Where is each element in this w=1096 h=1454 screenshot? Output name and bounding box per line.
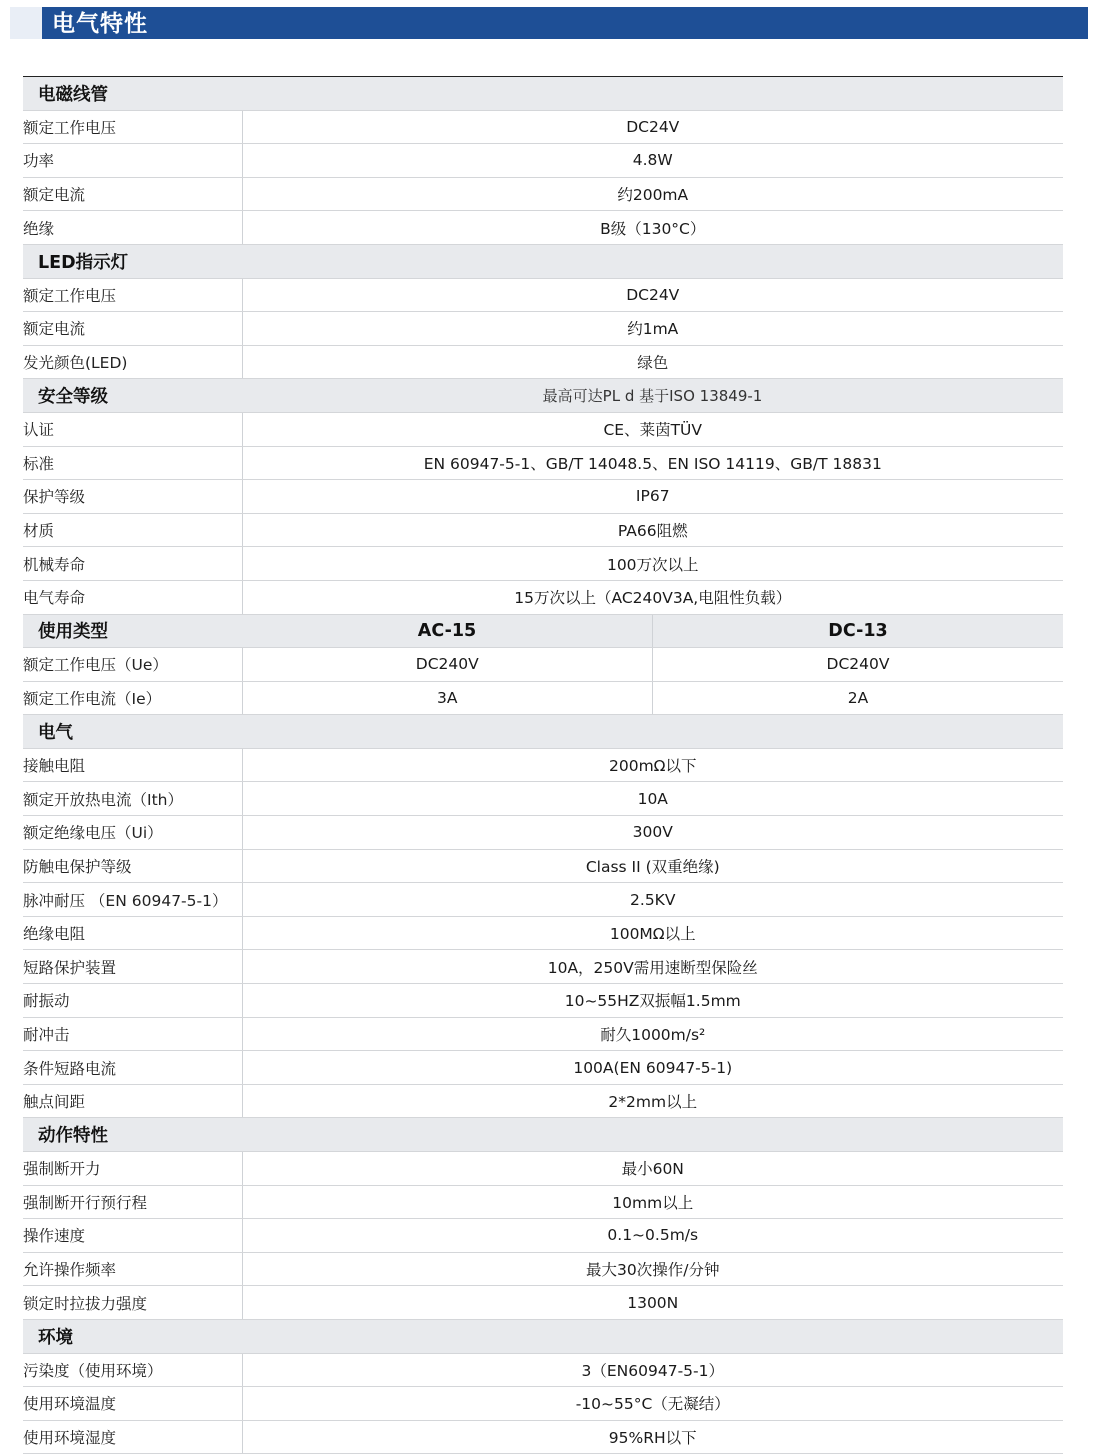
table-row [23, 816, 1063, 850]
row-label: 接触电阻 [23, 748, 242, 782]
row-label: 强制断开行预行程 [23, 1185, 242, 1219]
column-header-dc13: DC-13 [653, 614, 1064, 648]
row-value: 15万次以上（AC240V3A,电阻性负载） [242, 580, 1063, 614]
table-row [23, 1286, 1063, 1320]
row-label: 电气寿命 [23, 580, 242, 614]
row-value: 2.5KV [242, 883, 1063, 917]
row-label: 标准 [23, 446, 242, 480]
row-value: B级（130°C） [242, 211, 1063, 245]
table-row [23, 681, 1063, 715]
section-header-action [23, 1118, 1063, 1152]
table-row [23, 513, 1063, 547]
row-value: 0.1~0.5m/s [242, 1219, 1063, 1253]
row-value: 95%RH以下 [242, 1420, 1063, 1454]
row-label: 耐振动 [23, 984, 242, 1018]
row-label: 额定工作电压（Ue） [23, 648, 242, 682]
row-label: 锁定时拉拔力强度 [23, 1286, 242, 1320]
section-title: 安全等级 [23, 379, 242, 413]
row-label: 额定工作电压 [23, 278, 242, 312]
row-label: 强制断开力 [23, 1152, 242, 1186]
row-value: 1300N [242, 1286, 1063, 1320]
row-label: 额定开放热电流（Ith） [23, 782, 242, 816]
page-title: 电气特性 [52, 11, 148, 37]
table-row [23, 849, 1063, 883]
table-row [23, 211, 1063, 245]
section-header-usage [23, 614, 1063, 648]
table-row [23, 984, 1063, 1018]
row-label: 额定绝缘电压（Ui） [23, 816, 242, 850]
spec-table [23, 76, 1063, 1454]
table-row [23, 1051, 1063, 1085]
row-label: 条件短路电流 [23, 1051, 242, 1085]
table-row [23, 1420, 1063, 1454]
table-row [23, 782, 1063, 816]
row-label: 脉冲耐压 （EN 60947-5-1） [23, 883, 242, 917]
safety-level-value: 最高可达PL d 基于ISO 13849-1 [242, 379, 1063, 413]
row-value: 3（EN60947-5-1） [242, 1353, 1063, 1387]
section-title: 电气 [23, 715, 1063, 749]
row-value: 最小60N [242, 1152, 1063, 1186]
table-row [23, 1219, 1063, 1253]
table-row [23, 1185, 1063, 1219]
row-label: 使用环境温度 [23, 1387, 242, 1421]
row-label: 额定工作电流（Ie） [23, 681, 242, 715]
table-row [23, 748, 1063, 782]
row-value-ac: 3A [242, 681, 653, 715]
row-label: 机械寿命 [23, 547, 242, 581]
table-row [23, 883, 1063, 917]
row-value: DC24V [242, 278, 1063, 312]
section-header-led [23, 244, 1063, 278]
section-title: 使用类型 [23, 614, 242, 648]
row-value: CE、莱茵TÜV [242, 412, 1063, 446]
table-row [23, 648, 1063, 682]
section-header-electrical [23, 715, 1063, 749]
row-value: 100万次以上 [242, 547, 1063, 581]
row-value-ac: DC240V [242, 648, 653, 682]
table-row [23, 580, 1063, 614]
section-header-solenoid [23, 77, 1063, 111]
table-row [23, 110, 1063, 144]
table-row [23, 547, 1063, 581]
table-row [23, 446, 1063, 480]
table-row [23, 1387, 1063, 1421]
section-header-safety [23, 379, 1063, 413]
row-value: PA66阻燃 [242, 513, 1063, 547]
row-value: 绿色 [242, 345, 1063, 379]
row-label: 额定电流 [23, 312, 242, 346]
table-row [23, 950, 1063, 984]
table-row [23, 916, 1063, 950]
row-label: 绝缘 [23, 211, 242, 245]
row-value: 2*2mm以上 [242, 1084, 1063, 1118]
table-row [23, 278, 1063, 312]
row-value: 300V [242, 816, 1063, 850]
table-row [23, 1252, 1063, 1286]
row-label: 污染度（使用环境） [23, 1353, 242, 1387]
table-row [23, 1152, 1063, 1186]
row-value: 10mm以上 [242, 1185, 1063, 1219]
table-row [23, 345, 1063, 379]
column-header-ac15: AC-15 [242, 614, 653, 648]
row-label: 额定电流 [23, 177, 242, 211]
table-row [23, 412, 1063, 446]
row-label: 触点间距 [23, 1084, 242, 1118]
row-value: Class II (双重绝缘) [242, 849, 1063, 883]
row-value: DC24V [242, 110, 1063, 144]
section-title: 动作特性 [23, 1118, 1063, 1152]
row-value: -10~55°C（无凝结） [242, 1387, 1063, 1421]
row-label: 保护等级 [23, 480, 242, 514]
row-label: 绝缘电阻 [23, 916, 242, 950]
section-header-environment [23, 1319, 1063, 1353]
row-value-dc: DC240V [653, 648, 1064, 682]
row-value: 10A，250V需用速断型保险丝 [242, 950, 1063, 984]
title-accent-block [10, 7, 42, 39]
row-value: 200mΩ以下 [242, 748, 1063, 782]
section-title-bar [10, 7, 1088, 39]
row-value: 约1mA [242, 312, 1063, 346]
row-value: EN 60947-5-1、GB/T 14048.5、EN ISO 14119、GB/T 18831 [242, 446, 1063, 480]
row-label: 功率 [23, 144, 242, 178]
row-label: 发光颜色(LED) [23, 345, 242, 379]
row-value: 耐久1000m/s² [242, 1017, 1063, 1051]
row-label: 材质 [23, 513, 242, 547]
row-label: 认证 [23, 412, 242, 446]
row-value: 100A(EN 60947-5-1) [242, 1051, 1063, 1085]
row-value-dc: 2A [653, 681, 1064, 715]
section-title: LED指示灯 [23, 244, 1063, 278]
row-label: 操作速度 [23, 1219, 242, 1253]
row-value: 10A [242, 782, 1063, 816]
row-label: 防触电保护等级 [23, 849, 242, 883]
table-row [23, 1084, 1063, 1118]
row-value: 10~55HZ双振幅1.5mm [242, 984, 1063, 1018]
table-row [23, 1017, 1063, 1051]
row-label: 耐冲击 [23, 1017, 242, 1051]
row-label: 使用环境湿度 [23, 1420, 242, 1454]
row-value: IP67 [242, 480, 1063, 514]
table-row [23, 1353, 1063, 1387]
table-row [23, 480, 1063, 514]
table-row [23, 144, 1063, 178]
table-row [23, 312, 1063, 346]
row-label: 允许操作频率 [23, 1252, 242, 1286]
row-value: 100MΩ以上 [242, 916, 1063, 950]
row-value: 最大30次操作/分钟 [242, 1252, 1063, 1286]
row-value: 约200mA [242, 177, 1063, 211]
section-title: 电磁线管 [23, 77, 1063, 111]
row-label: 短路保护装置 [23, 950, 242, 984]
table-row [23, 177, 1063, 211]
row-label: 额定工作电压 [23, 110, 242, 144]
section-title: 环境 [23, 1319, 1063, 1353]
row-value: 4.8W [242, 144, 1063, 178]
